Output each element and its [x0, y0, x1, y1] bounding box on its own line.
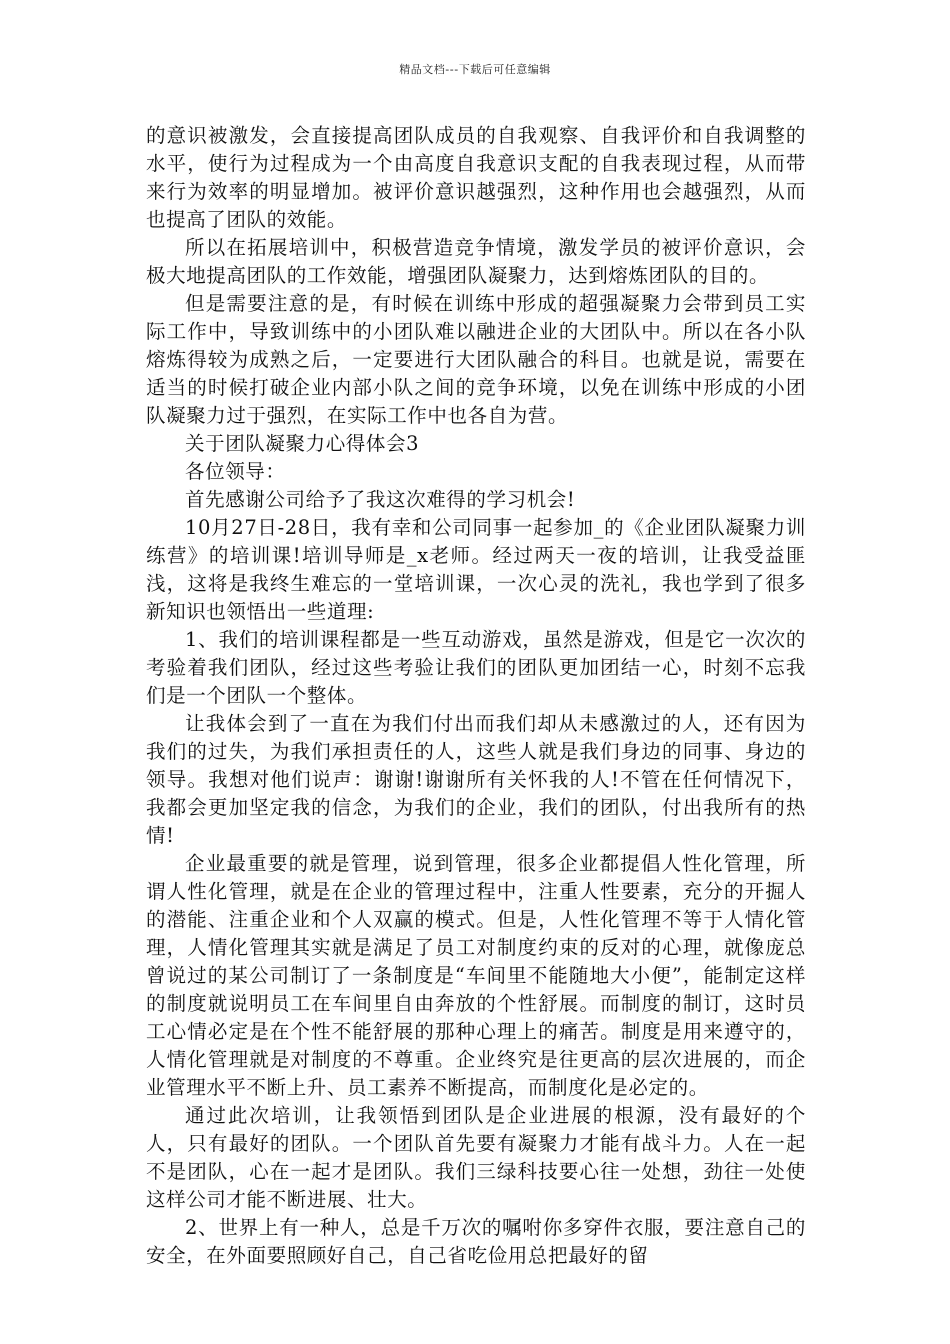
- paragraph-team-root: 通过此次培训，让我领悟到团队是企业进展的根源，没有最好的个人，只有最好的团队。一个团队首先要有凝聚力才能有战斗力。人在一起不是团队，心在一起才是团队。我们三绿科技要心往一处想，劲往一处使这样公司才能不断进展、壮大。: [146, 1104, 806, 1211]
- paragraph-point-1: 1、我们的培训课程都是一些互动游戏，虽然是游戏，但是它一次次的考验着我们团队，经过这些考验让我们的团队更加团结一心，时刻不忘我们是一个团队一个整体。: [146, 628, 806, 707]
- paragraph-management: 企业最重要的就是管理，说到管理，很多企业都提倡人性化管理，所谓人性化管理，就是在企业的管理过程中，注重人性要素，充分的开掘人的潜能、注重企业和个人双赢的模式。但是，人性化管理不等于人情化管理，人情化管理其实就是满足了员工对制度约束的反对的心理，就像庞总曾说过的某公司制订了一条制度是“车间里不能随地大小便”，能制定这样的制度就说明员工在车间里自由奔放的个性舒展。而制度的制订，这时员工心情必定是在个性不能舒展的那种心理上的痛苦。制度是用来遵守的，人情化管理就是对制度的不尊重。企业终究是往更高的层次进展的，而企业管理水平不断上升、员工素养不断提高，而制度化是必定的。: [146, 852, 806, 1099]
- paragraph-point-2: 2、世界上有一种人，总是千万次的嘱咐你多穿件衣服，要注意自己的安全，在外面要照顾好自己，自己省吃俭用总把最好的留: [146, 1216, 806, 1267]
- paragraph-2: 所以在拓展培训中，积极营造竞争情境，激发学员的被评价意识，会极大地提高团队的工作效能，增强团队凝聚力，达到熔炼团队的目的。: [146, 236, 806, 287]
- document-body: [146, 122, 806, 1270]
- paragraph-3: 但是需要注意的是，有时候在训练中形成的超强凝聚力会带到员工实际工作中，导致训练中的小团队难以融进企业的大团队中。所以在各小队熔炼得较为成熟之后，一定要进行大团队融合的科目。也就是说，需要在适当的时候打破企业内部小队之间的竞争环境，以免在训练中形成的小团队凝聚力过于强烈，在实际工作中也各自为营。: [146, 292, 806, 427]
- paragraph-thanks: 首先感谢公司给予了我这次难得的学习机会!: [185, 488, 576, 511]
- section-title: 关于团队凝聚力心得体会3: [185, 432, 420, 455]
- paragraph-1: 的意识被激发，会直接提高团队成员的自我观察、自我评价和自我调整的水平，使行为过程成为一个由高度自我意识支配的自我表现过程，从而带来行为效率的明显增加。被评价意识越强烈，这种作用也会越强烈，从而也提高了团队的效能。: [146, 124, 806, 231]
- paragraph-gratitude: 让我体会到了一直在为我们付出而我们却从未感激过的人，还有因为我们的过失，为我们承担责任的人，这些人就是我们身边的同事、身边的领导。我想对他们说声：谢谢!谢谢所有关怀我的人!不管在任何情况下，我都会更加坚定我的信念，为我们的企业，我们的团队，付出我所有的热情!: [146, 712, 806, 847]
- salutation: 各位领导：: [185, 460, 286, 483]
- page-header: 精品文档---下载后可任意编辑: [399, 63, 551, 76]
- paragraph-training-date: 10月27日-28日，我有幸和公司同事一起参加_的《企业团队凝聚力训练营》的培训课!培训导师是_x老师。经过两天一夜的培训，让我受益匪浅，这将是我终生难忘的一堂培训课，一次心灵的洗礼，我也学到了很多新知识也领悟出一些道理:: [146, 516, 806, 623]
